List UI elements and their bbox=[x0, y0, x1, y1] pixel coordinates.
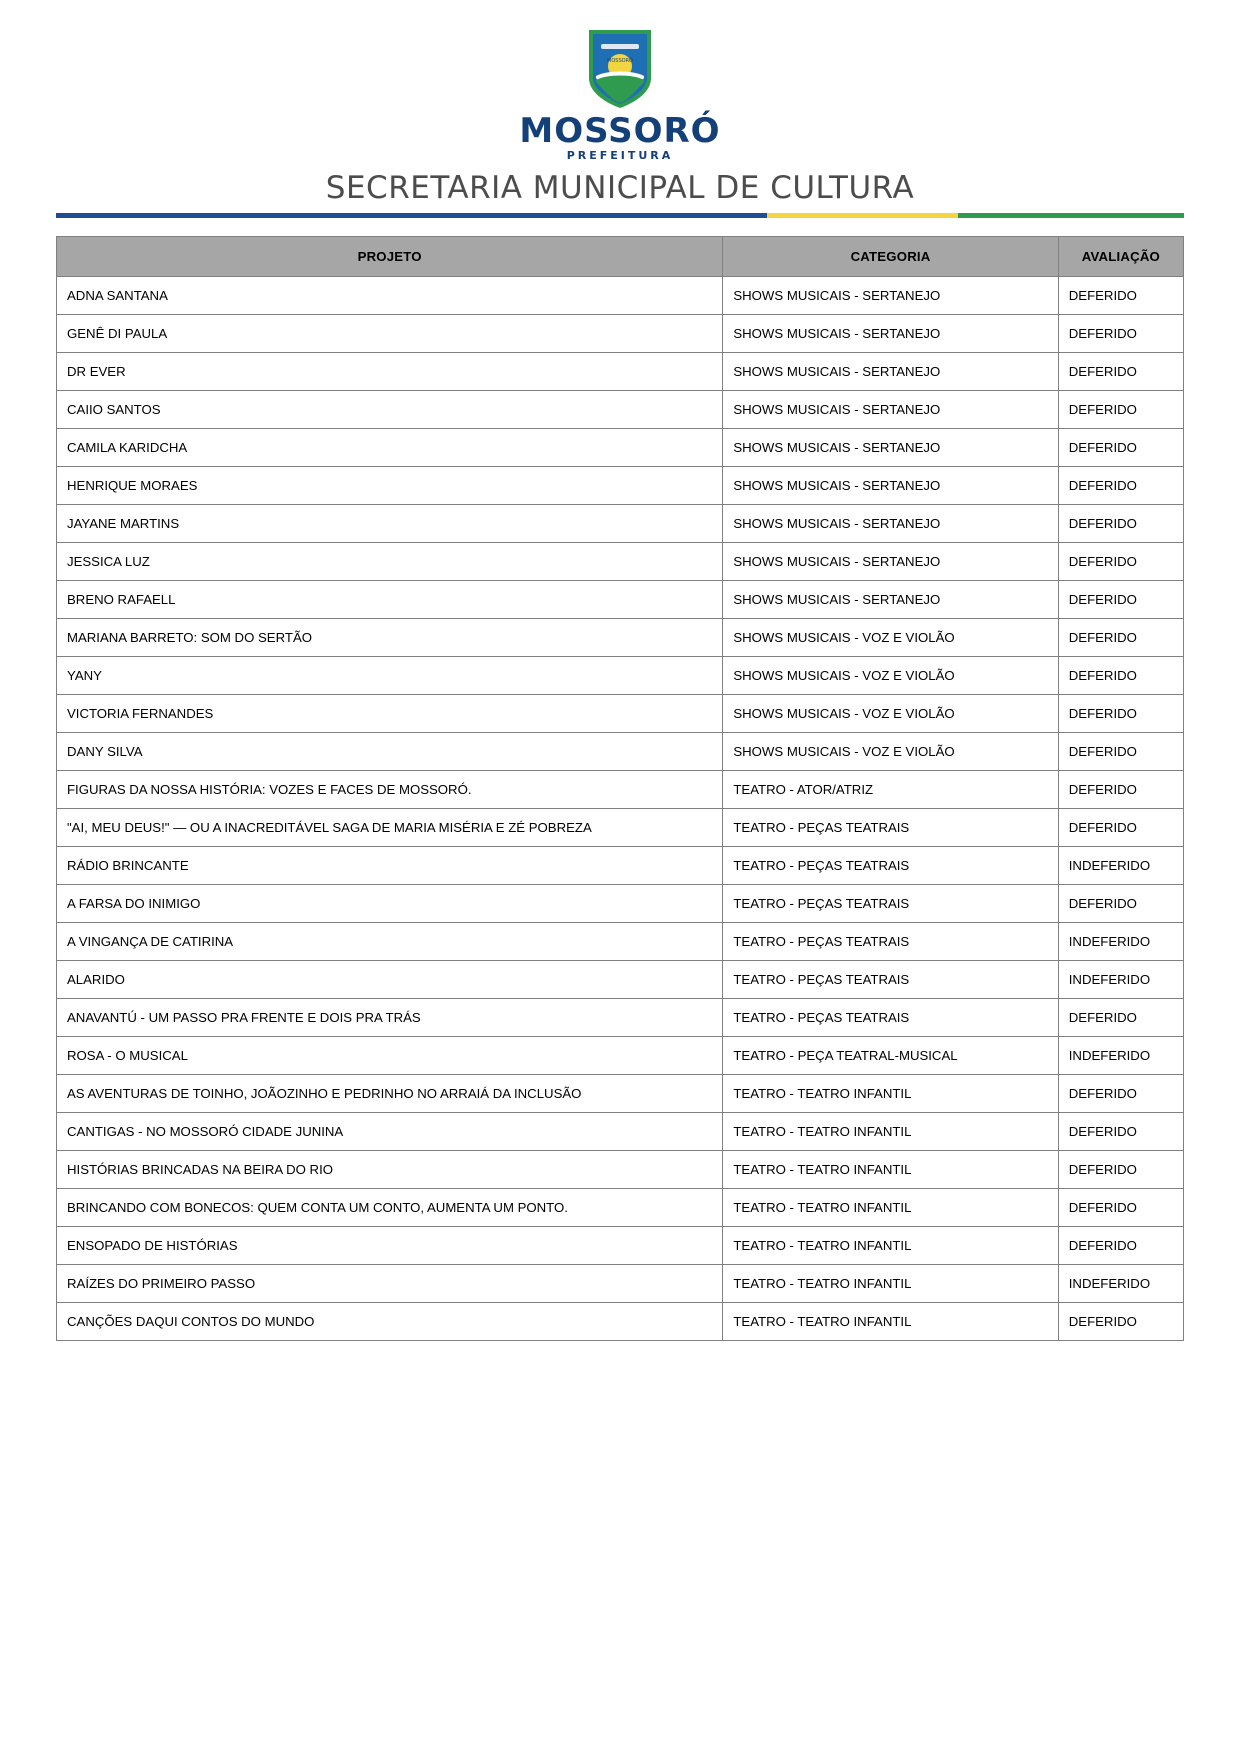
cell-categoria: TEATRO - TEATRO INFANTIL bbox=[723, 1227, 1058, 1265]
cell-categoria: TEATRO - PEÇA TEATRAL-MUSICAL bbox=[723, 1037, 1058, 1075]
table-row bbox=[57, 999, 1184, 1037]
cell-projeto: CANTIGAS - NO MOSSORÓ CIDADE JUNINA bbox=[57, 1113, 723, 1151]
cell-projeto: RAÍZES DO PRIMEIRO PASSO bbox=[57, 1265, 723, 1303]
column-header-avaliacao: AVALIAÇÃO bbox=[1058, 237, 1183, 277]
cell-avaliacao: DEFERIDO bbox=[1058, 1151, 1183, 1189]
cell-projeto: HISTÓRIAS BRINCADAS NA BEIRA DO RIO bbox=[57, 1151, 723, 1189]
cell-categoria: TEATRO - TEATRO INFANTIL bbox=[723, 1189, 1058, 1227]
cell-projeto: CAIIO SANTOS bbox=[57, 391, 723, 429]
cell-avaliacao: DEFERIDO bbox=[1058, 315, 1183, 353]
cell-projeto: FIGURAS DA NOSSA HISTÓRIA: VOZES E FACES DE MOSSORÓ. bbox=[57, 771, 723, 809]
cell-categoria: SHOWS MUSICAIS - SERTANEJO bbox=[723, 277, 1058, 315]
cell-avaliacao: DEFERIDO bbox=[1058, 1189, 1183, 1227]
table-row bbox=[57, 847, 1184, 885]
cell-categoria: TEATRO - PEÇAS TEATRAIS bbox=[723, 847, 1058, 885]
table-row bbox=[57, 771, 1184, 809]
cell-avaliacao: DEFERIDO bbox=[1058, 771, 1183, 809]
table-row bbox=[57, 391, 1184, 429]
cell-categoria: SHOWS MUSICAIS - SERTANEJO bbox=[723, 315, 1058, 353]
table-row bbox=[57, 695, 1184, 733]
cell-projeto: CAMILA KARIDCHA bbox=[57, 429, 723, 467]
page-title: SECRETARIA MUNICIPAL DE CULTURA bbox=[325, 170, 915, 206]
cell-categoria: TEATRO - PEÇAS TEATRAIS bbox=[723, 961, 1058, 999]
table-row bbox=[57, 1113, 1184, 1151]
cell-categoria: TEATRO - TEATRO INFANTIL bbox=[723, 1265, 1058, 1303]
cell-avaliacao: DEFERIDO bbox=[1058, 885, 1183, 923]
brand-name: MOSSORÓ bbox=[519, 111, 721, 151]
table-row bbox=[57, 733, 1184, 771]
cell-projeto: BRINCANDO COM BONECOS: QUEM CONTA UM CONTO, AUMENTA UM PONTO. bbox=[57, 1189, 723, 1227]
cell-categoria: TEATRO - PEÇAS TEATRAIS bbox=[723, 999, 1058, 1037]
cell-avaliacao: DEFERIDO bbox=[1058, 277, 1183, 315]
cell-avaliacao: DEFERIDO bbox=[1058, 505, 1183, 543]
table-row bbox=[57, 1189, 1184, 1227]
table-row bbox=[57, 1037, 1184, 1075]
table-row bbox=[57, 885, 1184, 923]
cell-categoria: SHOWS MUSICAIS - SERTANEJO bbox=[723, 353, 1058, 391]
cell-avaliacao: INDEFERIDO bbox=[1058, 923, 1183, 961]
table-row bbox=[57, 277, 1184, 315]
cell-categoria: SHOWS MUSICAIS - VOZ E VIOLÃO bbox=[723, 657, 1058, 695]
table-row bbox=[57, 1303, 1184, 1341]
cell-avaliacao: DEFERIDO bbox=[1058, 657, 1183, 695]
cell-avaliacao: DEFERIDO bbox=[1058, 1303, 1183, 1341]
table-row bbox=[57, 923, 1184, 961]
table-row bbox=[57, 353, 1184, 391]
rule-segment-yellow bbox=[767, 213, 959, 218]
cell-avaliacao: DEFERIDO bbox=[1058, 581, 1183, 619]
table-row bbox=[57, 429, 1184, 467]
cell-projeto: ALARIDO bbox=[57, 961, 723, 999]
cell-projeto: AS AVENTURAS DE TOINHO, JOÃOZINHO E PEDRINHO NO ARRAIÁ DA INCLUSÃO bbox=[57, 1075, 723, 1113]
cell-avaliacao: DEFERIDO bbox=[1058, 695, 1183, 733]
cell-avaliacao: DEFERIDO bbox=[1058, 429, 1183, 467]
cell-categoria: SHOWS MUSICAIS - SERTANEJO bbox=[723, 391, 1058, 429]
svg-text:MOSSORÓ: MOSSORÓ bbox=[607, 58, 633, 64]
cell-avaliacao: DEFERIDO bbox=[1058, 619, 1183, 657]
brand-subtitle: PREFEITURA bbox=[566, 149, 674, 162]
cell-avaliacao: INDEFERIDO bbox=[1058, 961, 1183, 999]
cell-categoria: TEATRO - ATOR/ATRIZ bbox=[723, 771, 1058, 809]
cell-projeto: DANY SILVA bbox=[57, 733, 723, 771]
table-row bbox=[57, 467, 1184, 505]
cell-categoria: TEATRO - TEATRO INFANTIL bbox=[723, 1303, 1058, 1341]
cell-projeto: VICTORIA FERNANDES bbox=[57, 695, 723, 733]
cell-categoria: TEATRO - PEÇAS TEATRAIS bbox=[723, 809, 1058, 847]
cell-projeto: DR EVER bbox=[57, 353, 723, 391]
column-header-projeto: PROJETO bbox=[57, 237, 723, 277]
brand-rule bbox=[56, 213, 1184, 218]
cell-avaliacao: DEFERIDO bbox=[1058, 1227, 1183, 1265]
cell-categoria: TEATRO - TEATRO INFANTIL bbox=[723, 1075, 1058, 1113]
rule-segment-green bbox=[958, 213, 1184, 218]
cell-projeto: MARIANA BARRETO: SOM DO SERTÃO bbox=[57, 619, 723, 657]
cell-projeto: HENRIQUE MORAES bbox=[57, 467, 723, 505]
cell-categoria: SHOWS MUSICAIS - SERTANEJO bbox=[723, 581, 1058, 619]
table-row bbox=[57, 505, 1184, 543]
cell-avaliacao: DEFERIDO bbox=[1058, 391, 1183, 429]
table-row bbox=[57, 1075, 1184, 1113]
cell-projeto: A VINGANÇA DE CATIRINA bbox=[57, 923, 723, 961]
cell-avaliacao: DEFERIDO bbox=[1058, 733, 1183, 771]
cell-avaliacao: DEFERIDO bbox=[1058, 353, 1183, 391]
table-row bbox=[57, 809, 1184, 847]
table-header-row bbox=[57, 237, 1184, 277]
cell-projeto: ENSOPADO DE HISTÓRIAS bbox=[57, 1227, 723, 1265]
cell-avaliacao: DEFERIDO bbox=[1058, 1113, 1183, 1151]
table-row bbox=[57, 543, 1184, 581]
table-row bbox=[57, 315, 1184, 353]
cell-categoria: SHOWS MUSICAIS - SERTANEJO bbox=[723, 467, 1058, 505]
cell-categoria: SHOWS MUSICAIS - SERTANEJO bbox=[723, 505, 1058, 543]
document-header bbox=[56, 0, 1184, 218]
cell-categoria: SHOWS MUSICAIS - SERTANEJO bbox=[723, 543, 1058, 581]
column-header-categoria: CATEGORIA bbox=[723, 237, 1058, 277]
table-row bbox=[57, 1265, 1184, 1303]
cell-avaliacao: DEFERIDO bbox=[1058, 999, 1183, 1037]
mossoro-coat-of-arms-icon bbox=[583, 26, 657, 112]
table-row bbox=[57, 581, 1184, 619]
cell-categoria: TEATRO - PEÇAS TEATRAIS bbox=[723, 923, 1058, 961]
cell-categoria: TEATRO - TEATRO INFANTIL bbox=[723, 1151, 1058, 1189]
table-row bbox=[57, 961, 1184, 999]
cell-projeto: CANÇÕES DAQUI CONTOS DO MUNDO bbox=[57, 1303, 723, 1341]
cell-avaliacao: INDEFERIDO bbox=[1058, 847, 1183, 885]
table-row bbox=[57, 1151, 1184, 1189]
cell-avaliacao: INDEFERIDO bbox=[1058, 1265, 1183, 1303]
cell-avaliacao: DEFERIDO bbox=[1058, 1075, 1183, 1113]
cell-projeto: RÁDIO BRINCANTE bbox=[57, 847, 723, 885]
cell-projeto: ANAVANTÚ - UM PASSO PRA FRENTE E DOIS PRA TRÁS bbox=[57, 999, 723, 1037]
cell-avaliacao: DEFERIDO bbox=[1058, 467, 1183, 505]
cell-projeto: GENÊ DI PAULA bbox=[57, 315, 723, 353]
cell-projeto: BRENO RAFAELL bbox=[57, 581, 723, 619]
cell-projeto: YANY bbox=[57, 657, 723, 695]
cell-avaliacao: INDEFERIDO bbox=[1058, 1037, 1183, 1075]
cell-projeto: ADNA SANTANA bbox=[57, 277, 723, 315]
table-row bbox=[57, 1227, 1184, 1265]
cell-avaliacao: DEFERIDO bbox=[1058, 543, 1183, 581]
cell-projeto: JAYANE MARTINS bbox=[57, 505, 723, 543]
cell-avaliacao: DEFERIDO bbox=[1058, 809, 1183, 847]
cell-categoria: TEATRO - TEATRO INFANTIL bbox=[723, 1113, 1058, 1151]
cell-categoria: TEATRO - PEÇAS TEATRAIS bbox=[723, 885, 1058, 923]
cell-projeto: ROSA - O MUSICAL bbox=[57, 1037, 723, 1075]
table-row bbox=[57, 619, 1184, 657]
projects-table bbox=[56, 236, 1184, 1341]
cell-categoria: SHOWS MUSICAIS - VOZ E VIOLÃO bbox=[723, 733, 1058, 771]
cell-projeto: A FARSA DO INIMIGO bbox=[57, 885, 723, 923]
cell-categoria: SHOWS MUSICAIS - VOZ E VIOLÃO bbox=[723, 619, 1058, 657]
cell-categoria: SHOWS MUSICAIS - SERTANEJO bbox=[723, 429, 1058, 467]
table-body bbox=[57, 277, 1184, 1341]
cell-projeto: "AI, MEU DEUS!" — OU A INACREDITÁVEL SAGA DE MARIA MISÉRIA E ZÉ POBREZA bbox=[57, 809, 723, 847]
cell-categoria: SHOWS MUSICAIS - VOZ E VIOLÃO bbox=[723, 695, 1058, 733]
table-row bbox=[57, 657, 1184, 695]
cell-projeto: JESSICA LUZ bbox=[57, 543, 723, 581]
rule-segment-blue bbox=[56, 213, 767, 218]
